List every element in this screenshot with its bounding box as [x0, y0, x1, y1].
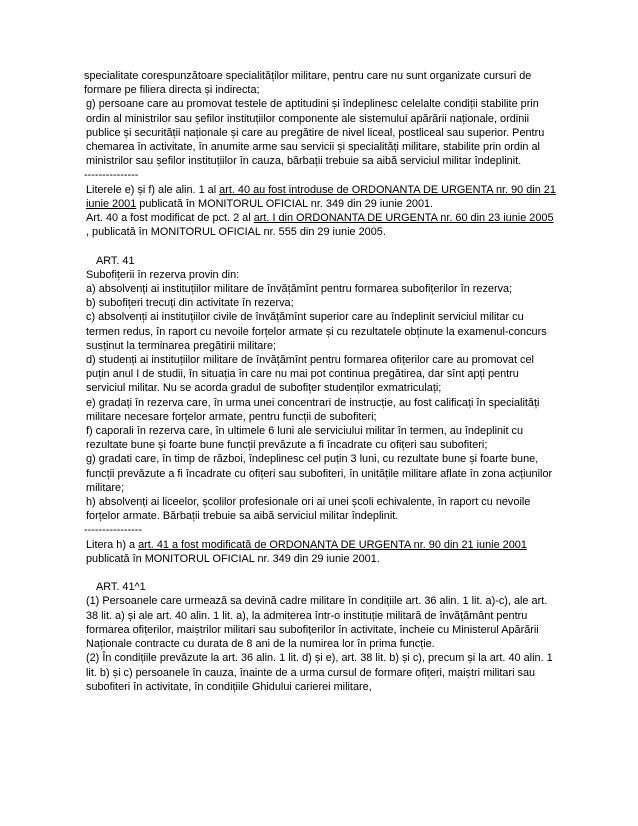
list-item: e) gradați în rezerva care, în urma unei concentrari de instrucție, au fost calificați în specialități militare necesare forțelor armate, pentru funcții de subofiteri;	[86, 396, 540, 423]
note-art41-h	[84, 538, 556, 566]
article-heading-41-1: ART. 41^1	[96, 581, 146, 594]
paragraph-g: g) persoane care au promovat testele de aptitudini și îndeplinesc celelalte condiții stabilite prin ordin al ministrilor sau șefilor instituțiilor componente ale sistemului apărării naționale, ordinii publice și securității naționale și care au pregătire de nivel liceal, postliceal sau superior. Pentru chemarea în activitate, în anumite arme sau servicii și specialități militare, stabilite prin ordin al ministrilor sau șefilor instituțiilor în cauza, bărbații trebuie sa aibă serviciul militar îndeplinit.	[86, 98, 545, 168]
blank-line	[84, 239, 556, 253]
note-art40-ef	[84, 183, 556, 211]
list-item: g) gradati care, în timp de război, îndeplinesc cel puțin 3 luni, cu rezultate bune și foarte bune, funcții prevăzute a fi încadrate cu ofițeri sau subofiteri, în unitățile militare aflate în zona acțiunilor militare;	[86, 453, 553, 494]
list-item: f) caporali în rezerva care, în ultimele 6 luni ale serviciului militar în termen, au îndeplinit cu rezultate bune și foarte bune funcții prevăzute a fi încadrate cu ofițeri sau subofiteri;	[86, 425, 524, 452]
list-item: a) absolvenți ai instituțiilor militare de învățămînt pentru formarea subofițerilor în rezerva;	[86, 283, 513, 296]
article-heading-41: ART. 41	[96, 254, 135, 267]
note-art40-modified	[84, 211, 556, 239]
link-art1-oug60[interactable]: art. I din ORDONANTA DE URGENTA nr. 60 din 23 iunie 2005	[253, 212, 554, 225]
article-paragraph: (2) În condițiile prevăzute la art. 36 alin. 1 lit. d) și e), art. 38 lit. b) și c), precum și la art. 40 alin. 1 lit. b) și c) persoanele în cauza, înainte de a urma cursul de formare ofițeri, maiștri militari sau subofiteri în activitate, în condițiile Ghidului carierei militare,	[86, 652, 553, 693]
note-text: Litera h) a	[86, 538, 139, 551]
note-text: publicată în MONITORUL OFICIAL nr. 349 din 29 iunie 2001.	[86, 552, 380, 565]
note-text: Art. 40 a fost modificat de pct. 2 al	[86, 212, 254, 225]
note-text: publicată în MONITORUL OFICIAL nr. 349 din 29 iunie 2001.	[136, 197, 434, 210]
note-text: Literele e) și f) ale alin. 1 al	[86, 183, 220, 196]
list-item: b) subofițeri trecuți din activitate în rezerva;	[86, 297, 294, 310]
article-intro: Subofițerii în rezerva provin din:	[86, 268, 240, 281]
list-item: h) absolvenți ai liceelor, școlilor profesionale ori ai unei școli echivalente, în raport cu nevoile forțelor armate. Bărbații trebuie sa aibă serviciul militar îndeplinit.	[86, 496, 531, 523]
article-paragraph: (1) Persoanele care urmează sa devină cadre militare în condițiile art. 36 alin. 1 lit. a)-c), ale art. 38 lit. a) și ale art. 40 alin. 1 lit. a), la admiterea într-o instituție militară de învățământ pentru formarea ofițerilor, maiștrilor militari sau subofițerilor în activitate, încheie cu Ministerul Apărării Naționale contracte cu durata de 8 ani de la numirea lor în prima funcție.	[86, 595, 548, 651]
list-item: c) absolvenți ai instituțiilor civile de învățămînt superior care au îndeplinit serviciul militar cu termen redus, în raport cu nevoile forțelor armate și cu rezultatele obținute la examenul-concurs susținut la terminarea pregătirii militare;	[86, 311, 547, 352]
list-item: d) studenți ai instituțiilor militare de învățămînt pentru formarea ofițerilor care au promovat cel puțin anul I de studii, în situația în care nu mai pot continua pregătirea, dar sînt apți pentru serviciul militar. Nu se acorda gradul de subofițer studenților exmatriculați;	[86, 354, 534, 395]
paragraph-specialitate: specialitate corespunzătoare specialităților militare, pentru care nu sunt organizate cursuri de formare pe filiera directa și indirecta;	[84, 70, 532, 97]
note-text: , publicată în MONITORUL OFICIAL nr. 555 din 29 iunie 2005.	[86, 226, 386, 239]
link-art40-oug90[interactable]: art. 40 au fost introduse de ORDONANTA DE URGENTA nr. 90 din 21 iunie 2001	[86, 183, 556, 210]
blank-line	[84, 566, 556, 580]
separator-line: ---------------	[84, 169, 139, 182]
document-page	[84, 69, 556, 694]
separator-line: ----------------	[84, 524, 143, 537]
link-art41-oug90[interactable]: art. 41 a fost modificată de ORDONANTA DE URGENTA nr. 90 din 21 iunie 2001	[138, 538, 527, 551]
